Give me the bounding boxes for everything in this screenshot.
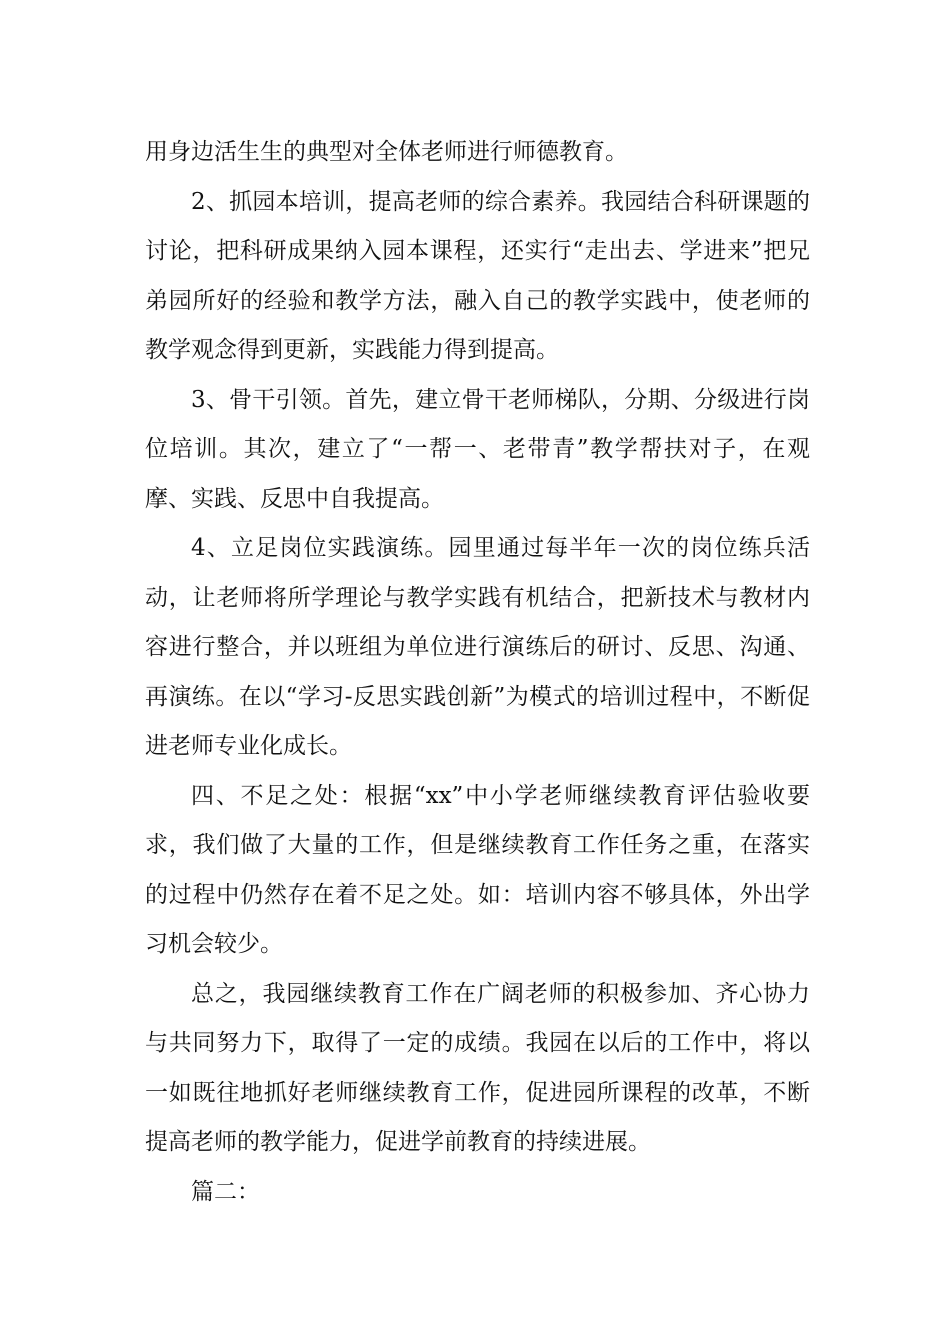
section-heading-part-two: 篇二： xyxy=(191,1178,260,1205)
document-body xyxy=(145,128,810,1217)
paragraph-conclusion: 总之，我园继续教育工作在广阔老师的积极参加、齐心协力与共同努力下，取得了一定的成绩。我园在以后的工作中，将以一如既往地抓好老师继续教育工作，促进园所课程的改革，不断提高老师的教学能力，促进学前教育的持续进展。 xyxy=(145,980,810,1155)
paragraph-item-2: 2、抓园本培训，提高老师的综合素养。我园结合科研课题的讨论，把科研成果纳入园本课程，还实行“走出去、学进来”把兄弟园所好的经验和教学方法，融入自己的教学实践中，使老师的教学观念得到更新，实践能力得到提高。 xyxy=(145,188,810,363)
paragraph-item-3: 3、骨干引领。首先，建立骨干老师梯队，分期、分级进行岗位培训。其次，建立了“一帮一、老带青”教学帮扶对子，在观摩、实践、反思中自我提高。 xyxy=(145,386,810,512)
paragraph-shortcomings: 四、不足之处：根据“xx”中小学老师继续教育评估验收要求，我们做了大量的工作，但是继续教育工作任务之重，在落实的过程中仍然存在着不足之处。如：培训内容不够具体，外出学习机会较少。 xyxy=(145,782,810,957)
paragraph-item-4: 4、立足岗位实践演练。园里通过每半年一次的岗位练兵活动，让老师将所学理论与教学实践有机结合，把新技术与教材内容进行整合，并以班组为单位进行演练后的研讨、反思、沟通、再演练。在以“学习-反思实践创新”为模式的培训过程中，不断促进老师专业化成长。 xyxy=(145,535,810,759)
paragraph-continuation: 用身边活生生的典型对全体老师进行师德教育。 xyxy=(145,139,628,165)
